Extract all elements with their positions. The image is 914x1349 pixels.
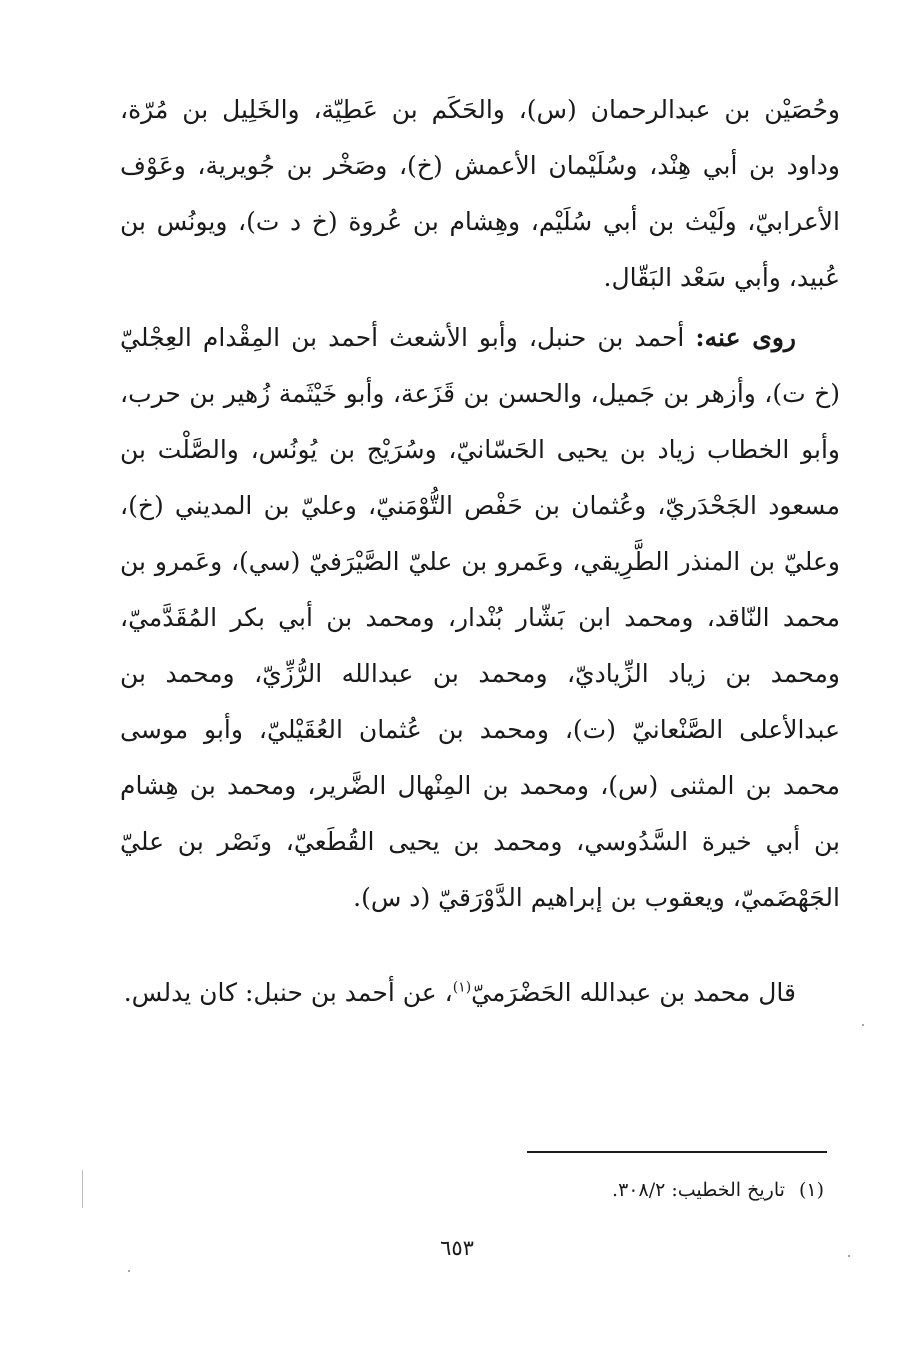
footnote-reference[interactable]: (١) xyxy=(452,979,472,996)
quote-text-after: ، عن أحمد بن حنبل: كان يدلس. xyxy=(123,978,453,1007)
page-number: ٦٥٣ xyxy=(440,1236,474,1260)
section-label: روى عنه: xyxy=(695,323,796,352)
paragraph-narrated-from-him xyxy=(120,310,840,926)
paragraph-quote xyxy=(120,965,840,1021)
paragraph-text: وحُصَيْن بن عبدالرحمان (س)، والحَكَم بن عَطِيّة، والخَلِيل بن مُرّة، وداود بن أبي هِنْد، وسُلَيْمان الأعمش (خ)، وصَخْر بن جُويرية، وعَوْف الأعرابيّ، ولَيْث بن أبي سُلَيْم، وهِشام بن عُروة (خ د ت)، ويونُس بن عُبيد، وأبي سَعْد البَقّال. xyxy=(120,95,840,292)
paragraph-narrators-list xyxy=(120,82,840,306)
footnote-number: (١) xyxy=(798,1179,824,1201)
paragraph-text: أحمد بن حنبل، وأبو الأشعث أحمد بن المِقْدام العِجْليّ (خ ت)، وأزهر بن جَميل، والحسن بن قَزَعة، وأبو خَيْثَمة زُهير بن حرب، وأبو الخطاب زياد بن يحيى الحَسّانيّ، وسُرَيْج بن يُونُس، والصَّلْت بن مسعود الجَحْدَريّ، وعُثمان بن حَفْص التُّوْمَنيّ، وعليّ بن المديني (خ)، وعليّ بن المنذر الطَّرِيقي، وعَمرو بن عليّ الصَّيْرَفيّ (سي)، وعَمرو بن محمد النّاقد، ومحمد ابن بَشّار بُنْدار، ومحمد بن أبي بكر المُقَدَّميّ، ومحمد بن زياد الزِّياديّ، ومحمد بن عبدالله الرُّزِّيّ، ومحمد بن عبدالأعلى الصَّنْعانيّ (ت)، ومحمد بن عُثمان العُقَيْليّ، وأبو موسى محمد بن المثنى (س)، ومحمد بن المِنْهال الضَّرير، ومحمد بن هِشام بن أبي خيرة السَّدُوسي، ومحمد بن يحيى القُطَعيّ، ونَصْر بن عليّ الجَهْضَميّ، ويعقوب بن إبراهيم الدَّوْرَقيّ (د س). xyxy=(120,323,840,912)
scan-speck xyxy=(848,1255,850,1257)
scan-speck xyxy=(128,1270,130,1272)
quote-text-before: قال محمد بن عبدالله الحَضْرَميّ xyxy=(471,978,796,1007)
footnote-text: تاريخ الخطيب: ٣٠٨/٢. xyxy=(612,1179,785,1201)
scan-speck xyxy=(82,1170,83,1208)
footnote-divider xyxy=(527,1151,827,1153)
footnote xyxy=(324,1170,824,1210)
scan-speck xyxy=(862,1024,864,1026)
